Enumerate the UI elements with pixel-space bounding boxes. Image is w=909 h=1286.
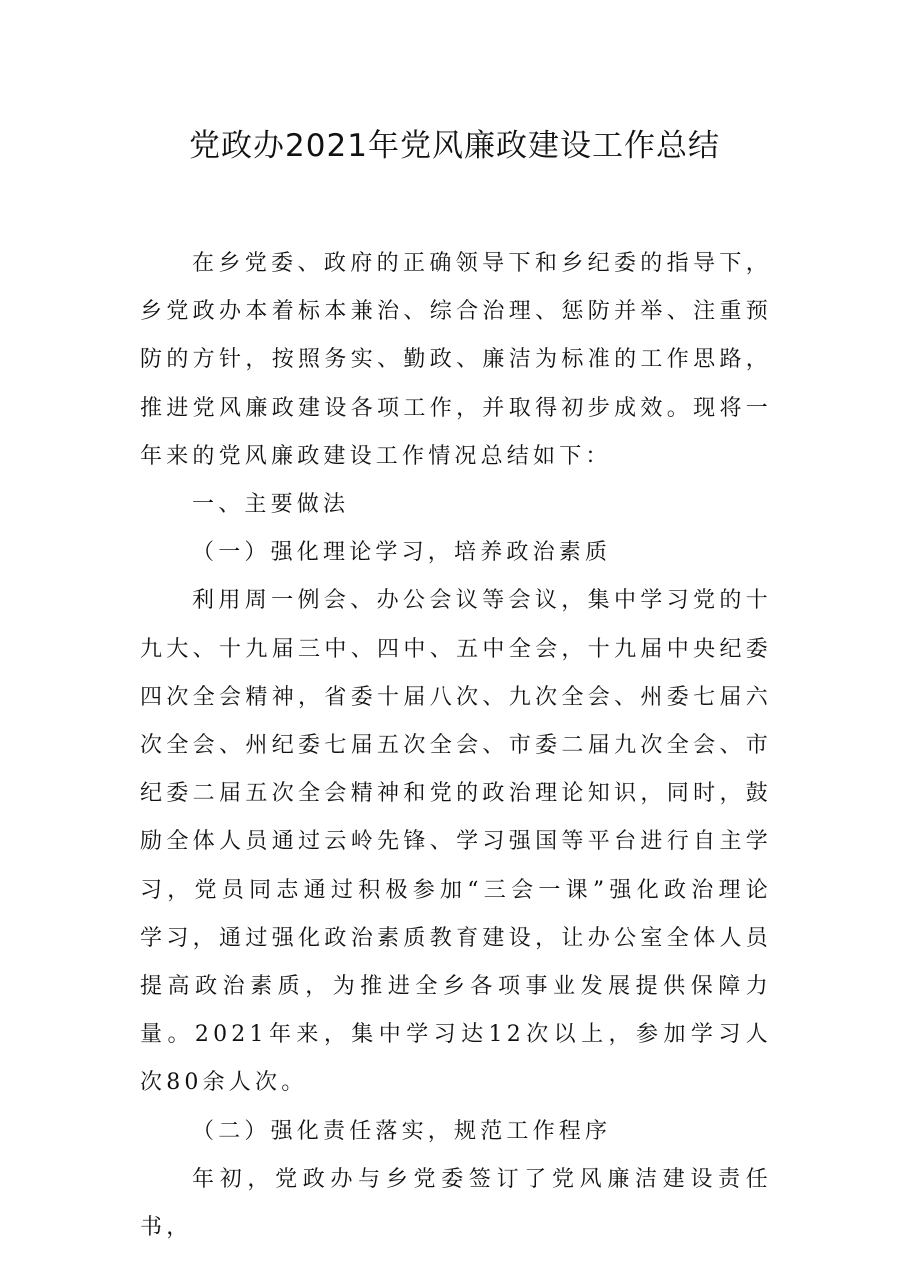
- intro-paragraph: 在乡党委、政府的正确领导下和乡纪委的指导下，乡党政办本着标本兼治、综合治理、惩防并举、注重预防的方针，按照务实、勤政、廉洁为标准的工作思路，推进党风廉政建设各项工作，并取得初步成效。现将一年来的党风廉政建设工作情况总结如下：: [140, 251, 772, 469]
- subsection-heading-responsibility: （二）强化责任落实，规范工作程序: [192, 1118, 612, 1144]
- document-body: [140, 240, 772, 1252]
- section-heading-main-practices: 一、主要做法: [192, 492, 350, 518]
- subsection-heading-theory-study: （一）强化理论学习，培养政治素质: [192, 540, 612, 566]
- theory-study-paragraph: 利用周一例会、办公会议等会议，集中学习党的十九大、十九届三中、四中、五中全会，十九届中央纪委四次全会精神，省委十届八次、九次全会、州委七届六次全会、州纪委七届五次全会、市委二届九次全会、市纪委二届五次全会精神和党的政治理论知识，同时，鼓励全体人员通过云岭先锋、学习强国等平台进行自主学习，党员同志通过积极参加“三会一课”强化政治理论学习，通过强化政治素质教育建设，让办公室全体人员提高政治素质，为推进全乡各项事业发展提供保障力量。2021年来，集中学习达12次以上，参加学习人次80余人次。: [140, 588, 772, 1096]
- document-title: 党政办2021年党风廉政建设工作总结: [189, 128, 720, 164]
- responsibility-paragraph: 年初，党政办与乡党委签订了党风廉洁建设责任书，: [140, 1166, 772, 1241]
